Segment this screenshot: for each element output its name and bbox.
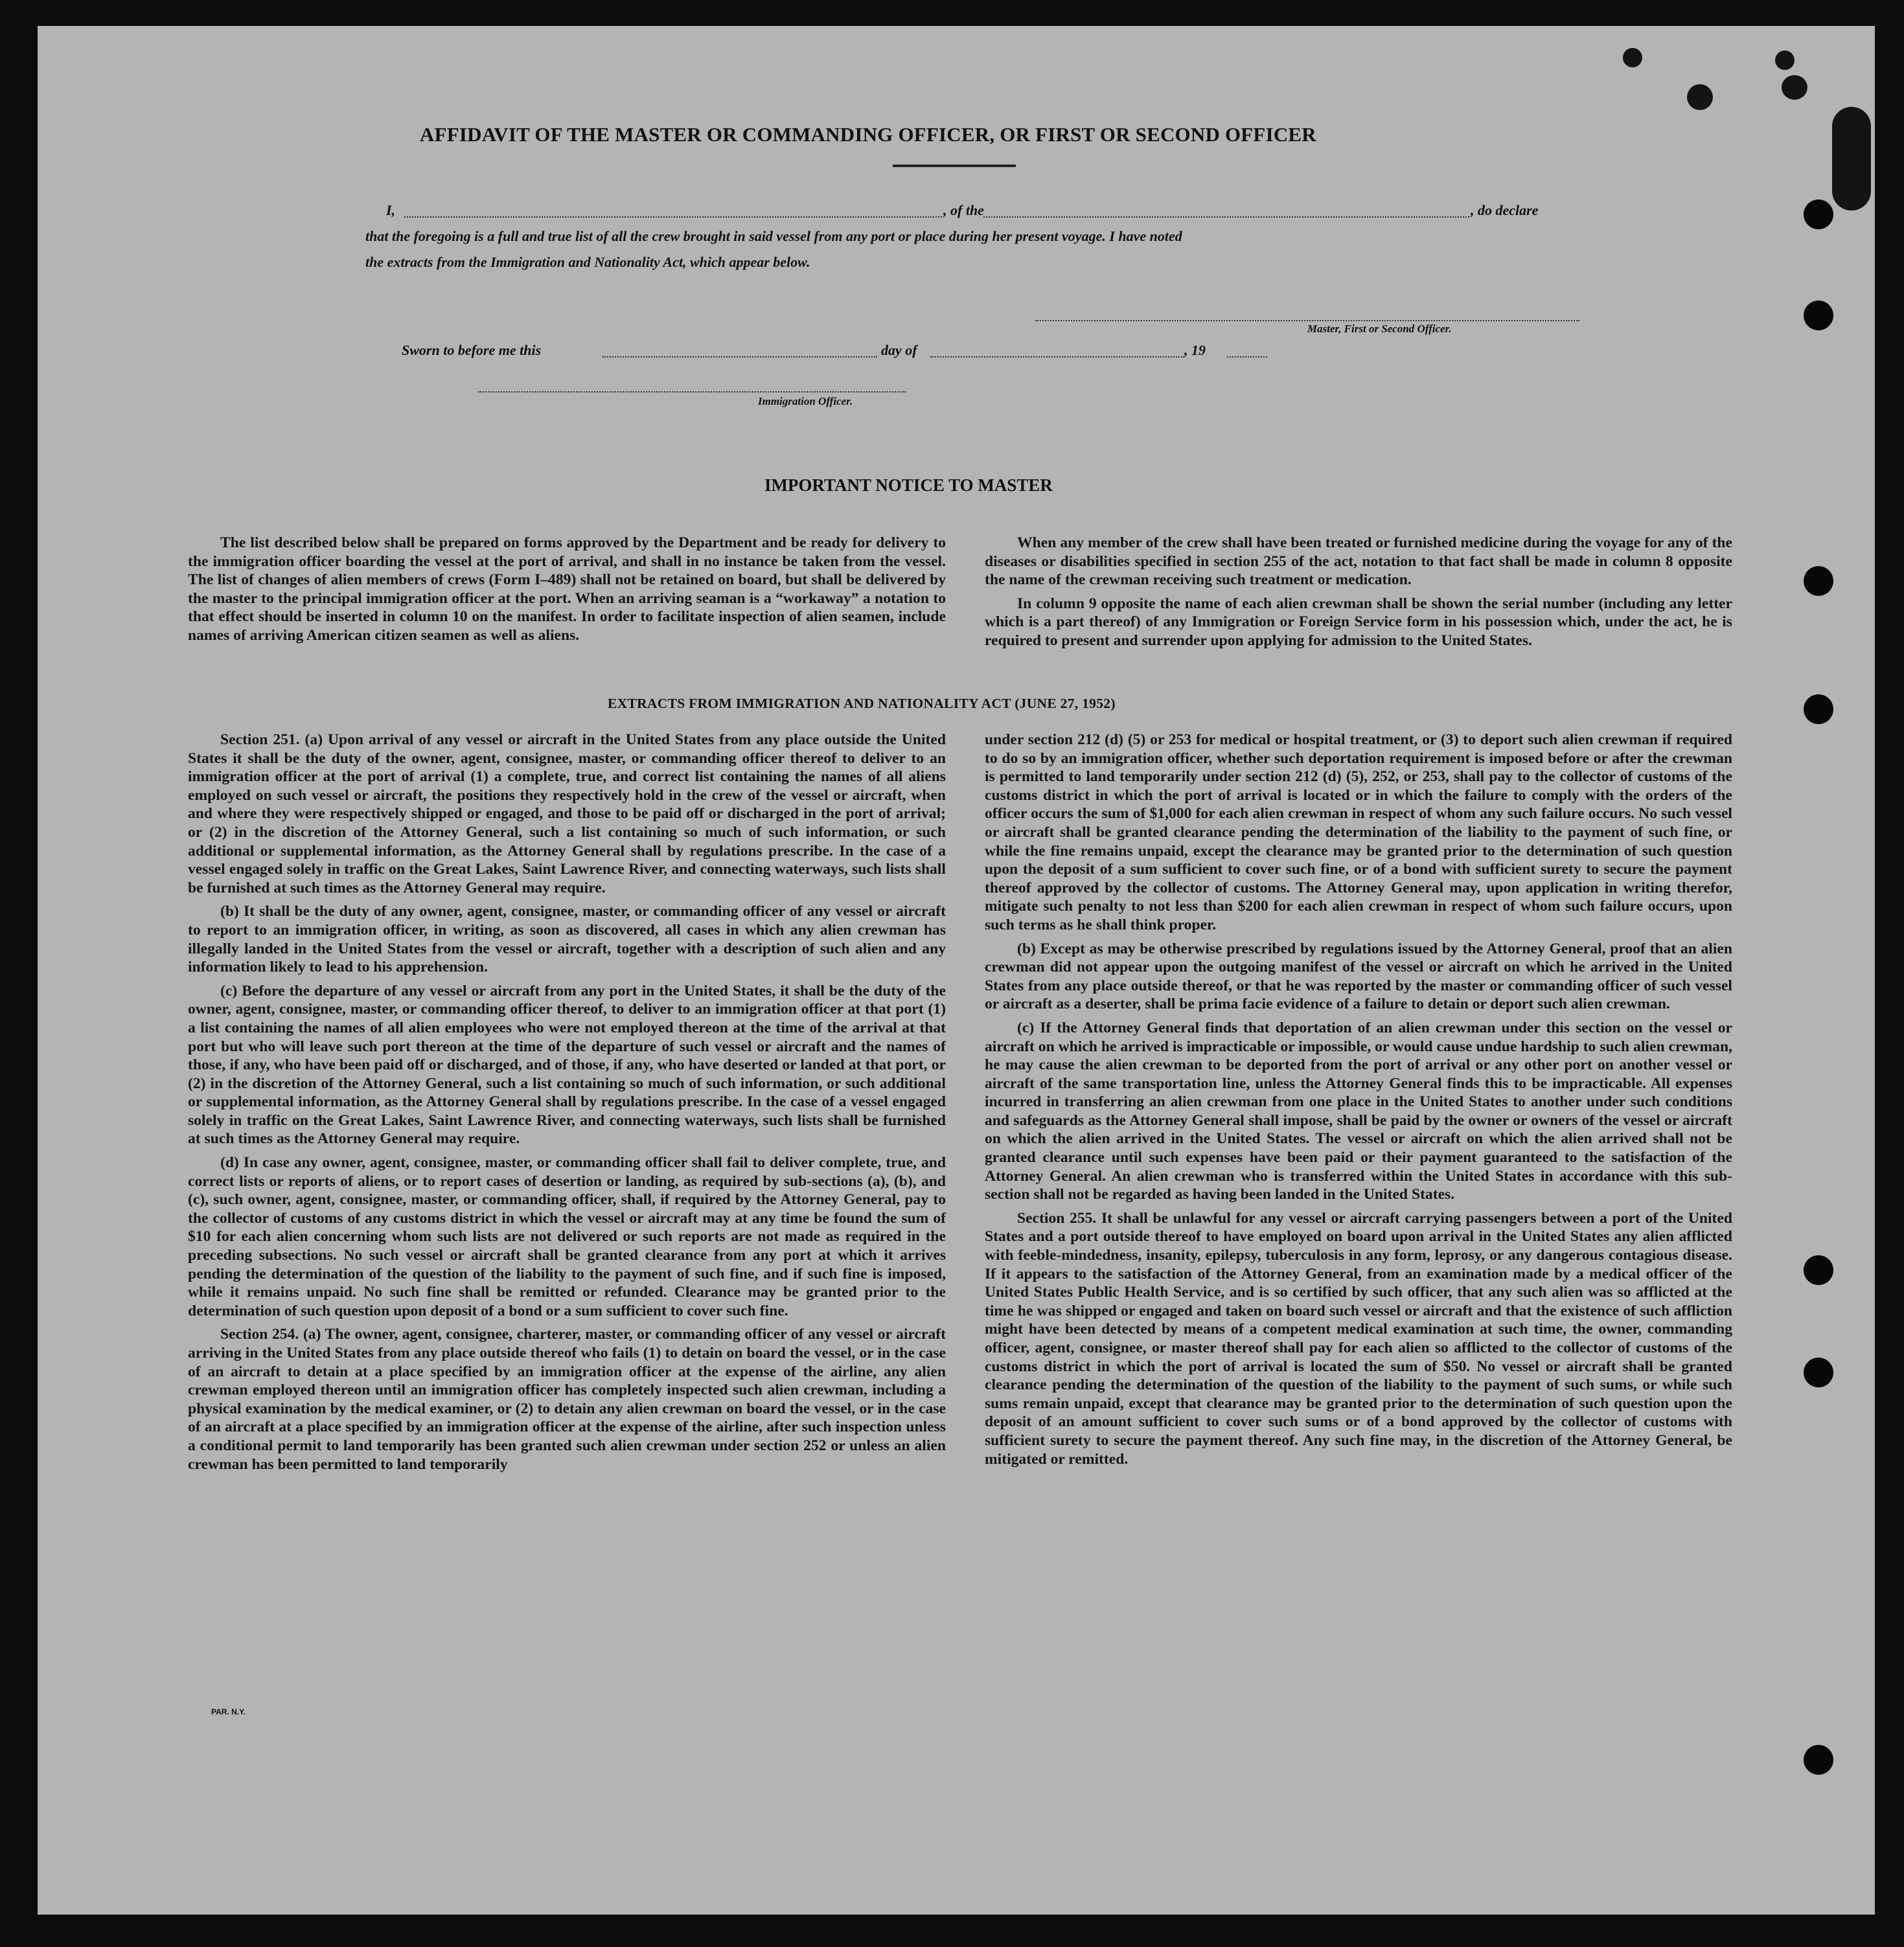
ink-spot — [1782, 75, 1807, 100]
extracts-right-column — [985, 731, 1732, 1474]
ink-spot — [1775, 51, 1795, 70]
binder-hole — [1804, 566, 1833, 596]
declaration-line-3: the extracts from the Immigration and Nationality Act, which appear below. — [365, 254, 810, 270]
extract-paragraph: (c) Before the departure of any vessel or aircraft from any port in the United States, it shall be the duty of the owner, agent, consignee, master, or commanding officer thereof, to deliver to an immigration officer at that port (1) a list containing the names of all alien employees who were not employed thereon at the time of the arrival at that port but who will leave such port thereon at the time of the departure of such vessel or aircraft and the names of those, if any, who have been paid off or discharged, and of those, if any, who have deserted or landed at that port, or (2) in the discretion of the Attorney General, such a list containing so much of such information, or such additional or supplemental information, as the Attorney General shall by regulations prescribe. In the case of a vessel engaged solely in traffic on the Great Lakes, Saint Lawrence River, and connecting waterways, such lists shall be furnished at such times as the Attorney General may require. — [188, 982, 946, 1148]
notice-right-column — [985, 534, 1732, 655]
ink-spot — [1623, 48, 1642, 67]
notice-paragraph: The list described below shall be prepared on forms approved by the Department and be ready for delivery to the immigration officer boarding the vessel at the port of arrival, and shall in no instance be taken from the vessel. The list of changes of alien members of crews (Form I–489) shall not be retained on board, but shall be delivered by the master to the principal immigration officer at the port. When an arriving seaman is a “workaway” a notation to that effect should be inserted in column 10 on the manifest. In order to facilitate inspection of alien seamen, include names of arriving American citizen seamen as well as aliens. — [188, 534, 946, 644]
extract-paragraph: (c) If the Attorney General finds that deportation of an alien crewman under this section on the vessel or aircraft on which he arrived is impracticable or impossible, or would cause undue hardship to such alien crewman, he may cause the alien crewman to be deported from the port of arrival or any other port on another vessel or aircraft of the same transportation line, unless the Attorney General finds this to be impracticable. All expenses incurred in transferring an alien crewman from one place in the United States to another under such conditions and safeguards as the Attorney General shall impose, shall be paid by the owner or owners of the vessel or aircraft on which the alien arrived in the United States. The vessel or aircraft on which the alien arrived shall not be granted clearance until such expenses have been paid or their payment guaranteed to the satisfaction of the Attorney General. An alien crewman who is transferred within the United States in accordance with this sub-section shall not be regarded as having been landed in the United States. — [985, 1019, 1732, 1203]
officer-caption: Immigration Officer. — [758, 395, 853, 407]
day-of-label: day of — [881, 342, 917, 358]
notice-left-column — [188, 534, 946, 650]
sworn-month-field[interactable] — [930, 356, 1184, 358]
affidavit-title: AFFIDAVIT OF THE MASTER OR COMMANDING OFFICER, OR FIRST OR SECOND OFFICER — [420, 123, 1316, 146]
year-label: , 19 — [1184, 342, 1206, 358]
vessel-name-field[interactable] — [983, 216, 1469, 218]
binder-hole — [1804, 301, 1833, 330]
binder-hole — [1804, 1255, 1833, 1285]
declarant-label: I, — [386, 202, 396, 218]
of-the-label: , of the — [943, 202, 984, 218]
extract-paragraph: (b) Except as may be otherwise prescribed by regulations issued by the Attorney General, proof that an alien crewman did not appear upon the outgoing manifest of the vessel or aircraft on which he arrived in the United States from any place outside thereof, or that he was reported by the master or commanding officer of such vessel or aircraft as a deserter, shall be prima facie evidence of a failure to detain or deport such alien crewman. — [985, 940, 1732, 1013]
extract-paragraph: Section 251. (a) Upon arrival of any vessel or aircraft in the United States from any place outside the United States it shall be the duty of the owner, agent, consignee, master, or commanding officer thereof to deliver to an immigration officer at the port of arrival (1) a complete, true, and correct list containing the names of all aliens employed on such vessel or aircraft, the positions they respectively hold in the crew of the vessel or aircraft, when and where they were respectively shipped or engaged, and those to be paid off or discharged in the port of arrival; or (2) in the discretion of the Attorney General, such a list containing so much of such information, or such additional or supplemental information, as the Attorney General shall by regulations prescribe. In the case of a vessel engaged solely in traffic on the Great Lakes, Saint Lawrence River, and connecting waterways, such lists shall be furnished at such times as the Attorney General may require. — [188, 731, 946, 896]
extracts-left-column — [188, 731, 946, 1479]
notice-paragraph: When any member of the crew shall have been treated or furnished medicine during the voyage for any of the diseases or disabilities specified in section 255 of the act, notation to that fact shall be made in column 8 opposite the name of the crewman receiving such treatment or medication. — [985, 534, 1732, 589]
officer-signature-field[interactable] — [478, 391, 906, 393]
sworn-year-field[interactable] — [1227, 356, 1267, 358]
declaration-line-2: that the foregoing is a full and true list of all the crew brought in said vessel from any port or place during her present voyage. I have noted — [365, 228, 1182, 244]
extracts-heading: EXTRACTS FROM IMMIGRATION AND NATIONALITY ACT (JUNE 27, 1952) — [608, 696, 1116, 711]
extract-paragraph: (d) In case any owner, agent, consignee, master, or commanding officer shall fail to deliver complete, true, and correct lists or reports of aliens, or to report cases of desertion or landing, as required by sub-sections (a), (b), and (c), such owner, agent, consignee, master, or commanding officer, shall, if required by the Attorney General, pay to the collector of customs of any customs district in which the vessel or aircraft may at any time be found the sum of $10 for each alien concerning whom such lists are not delivered or such reports are not made as required in the preceding subsections. No such vessel or aircraft shall be granted clearance from any port at which it arrives pending the determination of the question of the liability to the payment of such fine, and if such fine is imposed, while it remains unpaid. No such fine shall be remitted or refunded. Clearance may be granted prior to the determination of such question upon deposit of a bond or a sum sufficient to cover such fine. — [188, 1154, 946, 1319]
binder-hole — [1804, 1358, 1833, 1387]
extract-paragraph: (b) It shall be the duty of any owner, agent, consignee, master, or commanding officer of any vessel or aircraft to report to an immigration officer, in writing, as soon as discovered, all cases in which any alien crewman has illegally landed in the United States from the vessel or aircraft, together with a description of such alien and any information likely to lead to his apprehension. — [188, 903, 946, 976]
extract-paragraph: Section 254. (a) The owner, agent, consignee, charterer, master, or commanding officer of any vessel or aircraft arriving in the United States from any place outside thereof who fails (1) to detain on board the vessel, or in the case of an aircraft to detain at a place specified by an immigration officer at the expense of the airline, any alien crewman employed thereon until an immigration officer has completely inspected such alien crewman, including a physical examination by the medical examiner, or (2) to detain any alien crewman on board the vessel, or in the case of an aircraft at a place specified by an immigration officer at the expense of the airline, after such inspection unless a conditional permit to land temporarily has been granted such alien crewman under section 252 or unless an alien crewman has been permitted to land temporarily — [188, 1326, 946, 1473]
master-caption: Master, First or Second Officer. — [1307, 323, 1452, 335]
binder-hole — [1804, 694, 1833, 724]
ink-spot — [1832, 107, 1871, 211]
do-declare-label: , do declare — [1471, 202, 1539, 218]
notice-heading: IMPORTANT NOTICE TO MASTER — [764, 475, 1053, 495]
notice-paragraph: In column 9 opposite the name of each alien crewman shall be shown the serial number (including any letter which is a part thereof) of any Immigration or Foreign Service form in his possession which, under the act, he is required to present and surrender upon applying for admission to the United States. — [985, 595, 1732, 649]
ink-spot — [1687, 84, 1713, 110]
sworn-label: Sworn to before me this — [402, 342, 542, 358]
master-signature-field[interactable] — [1035, 320, 1579, 321]
form-sheet — [38, 26, 1875, 1915]
binder-hole — [1804, 1745, 1833, 1775]
extract-paragraph: under section 212 (d) (5) or 253 for medical or hospital treatment, or (3) to deport such alien crewman if required to do so by an immigration officer, whether such deportation requirement is imposed before or after the crewman is permitted to land temporarily under section 212 (d) (5), 252, or 253, shall pay to the collector of customs of the customs district in which the port of arrival is located or in which the failure to comply with the orders of the officer occurs the sum of $1,000 for each alien crewman in respect of whom any such failure occurs. No such vessel or aircraft shall be granted clearance pending the determination of the liability to the payment of such fine, or while the fine remains unpaid, except the clearance may be granted prior to the determination of such question upon the deposit of a sum sufficient to cover such fine, or of a bond with sufficient surety to secure the payment thereof approved by the collector of customs. The Attorney General may, upon application in writing therefor, mitigate such penalty to not less than $200 for each alien crewman in respect of whom such failure occurs, upon such terms as he shall think proper. — [985, 731, 1732, 933]
declarant-name-field[interactable] — [404, 216, 942, 218]
binder-hole — [1804, 199, 1833, 229]
extract-paragraph: Section 255. It shall be unlawful for any vessel or aircraft carrying passengers between a port of the United States and a port outside thereof to have employed on board upon arrival in the United States any alien afflicted with feeble-mindedness, insanity, epilepsy, tuberculosis in any form, leprosy, or any dangerous contagious disease. If it appears to the satisfaction of the Attorney General, from an examination made by a medical officer of the United States Public Health Service, and is so certified by such officer, that any such alien was so afflicted at the time he was shipped or engaged and taken on board such vessel or aircraft and that the existence of such affliction might have been detected by means of a competent medical examination at such time, the owner, commanding officer, agent, consignee, or master thereof shall pay for each alien so afflicted to the collector of customs of the customs district in which the port of arrival is located the sum of $50. No vessel or aircraft shall be granted clearance pending the determination of the question of the liability to the payment of such sums, or while such sums remain unpaid, except that clearance may be granted prior to the determination of such question upon the deposit of an amount sufficient to cover such sums or of a bond approved by the collector of customs with sufficient surety to secure the payment thereof. Any such fine may, in the discretion of the Attorney General, be mitigated or remitted. — [985, 1209, 1732, 1468]
sworn-day-field[interactable] — [602, 356, 877, 358]
printer-mark: PAR. N.Y. — [211, 1707, 246, 1716]
title-underline — [893, 165, 1016, 167]
